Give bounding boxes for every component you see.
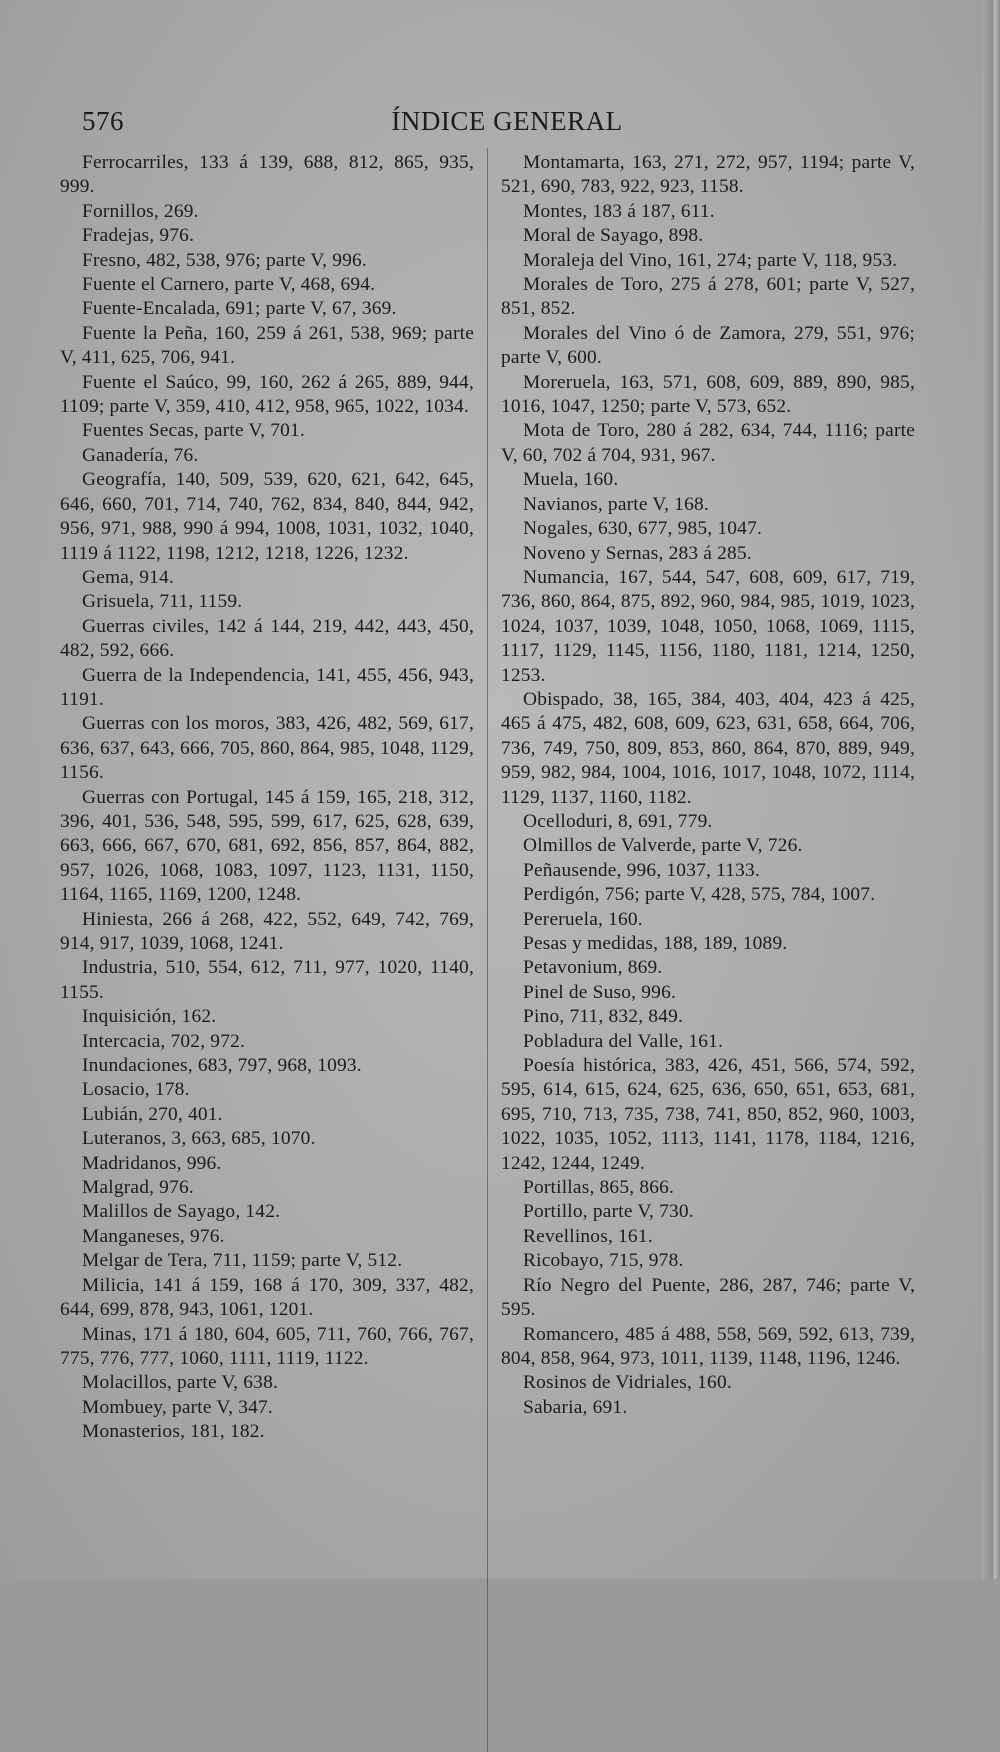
index-entry: Fuentes Secas, parte V, 701. [82,420,305,442]
index-entry: Fuente la Peña, 160, 259 á 261, 538, 969; parte V, 411, 625, 706, 941. [60,322,474,369]
index-entry: Ricobayo, 715, 978. [523,1250,684,1272]
index-entry: Peñausende, 996, 1037, 1133. [523,859,760,881]
index-entry: Luteranos, 3, 663, 685, 1070. [82,1128,316,1150]
index-entry: Minas, 171 á 180, 604, 605, 711, 760, 766, 767, 775, 776, 777, 1060, 1111, 1119, 1122. [60,1323,474,1369]
index-entry: Numancia, 167, 544, 547, 608, 609, 617, 719, 736, 860, 864, 875, 892, 960, 984, 985, 1019, 1023, 1024, 1037, 1039, 1048, 1050, 1068, 1069, 1115, 1117, 1129, 1145, 1156, 1180, 1181, 1214, 1250, 1253. [501,566,915,686]
index-entry: Fradejas, 976. [82,225,195,247]
index-entry: Ocelloduri, 8, 691, 779. [523,810,713,832]
index-entry: Sabaria, 691. [523,1396,628,1418]
index-entry: Gema, 914. [82,566,174,588]
index-entry: Pino, 711, 832, 849. [523,1006,684,1028]
index-entry: Grisuela, 711, 1159. [82,591,243,613]
index-entry: Malgrad, 976. [82,1177,194,1199]
index-column-right [501,151,915,1420]
index-entry: Ferrocarriles, 133 á 139, 688, 812, 865, 935, 999. [60,152,474,198]
index-column-left [60,151,474,1445]
index-entry: Manganeses, 976. [82,1225,225,1247]
index-entry: Fresno, 482, 538, 976; parte V, 996. [82,249,367,271]
index-entry: Inundaciones, 683, 797, 968, 1093. [82,1055,362,1077]
index-entry: Guerras civiles, 142 á 144, 219, 442, 443, 450, 482, 592, 666. [60,615,474,662]
index-entry: Moral de Sayago, 898. [523,225,704,247]
index-entry: Navianos, parte V, 168. [523,493,709,515]
index-entry: Obispado, 38, 165, 384, 403, 404, 423 á 425, 465 á 475, 482, 608, 609, 623, 631, 658, 664, 706, 736, 749, 750, 809, 853, 860, 864, 870, 889, 949, 959, 982, 984, 1004, 1016, 1017, 1048, 1072, 1114, 1129, 1137, 1160, 1182. [501,688,915,808]
index-entry: Madridanos, 996. [82,1152,222,1174]
index-entry: Malillos de Sayago, 142. [82,1201,281,1223]
index-entry: Revellinos, 161. [523,1225,653,1247]
index-entry: Pinel de Suso, 996. [523,981,677,1003]
index-entry: Petavonium, 869. [523,957,663,979]
index-entry: Fuente el Saúco, 99, 160, 262 á 265, 889, 944, 1109; parte V, 359, 410, 412, 958, 965, 1022, 1034. [60,371,474,418]
index-entry: Moreruela, 163, 571, 608, 609, 889, 890, 985, 1016, 1047, 1250; parte V, 573, 652. [501,371,915,418]
index-entry: Poesía histórica, 383, 426, 451, 566, 574, 592, 595, 614, 615, 624, 625, 636, 650, 651, 653, 681, 695, 710, 713, 735, 738, 741, 850, 852, 960, 1003, 1022, 1035, 1052, 1113, 1141, 1178, 1184, 1216, 1242, 1244, 1249. [501,1055,915,1174]
index-entry: Industria, 510, 554, 612, 711, 977, 1020, 1140, 1155. [60,957,474,1003]
index-entry: Geografía, 140, 509, 539, 620, 621, 642, 645, 646, 660, 701, 714, 740, 762, 834, 840, 844, 942, 956, 971, 988, 990 á 994, 1008, 1031, 1032, 1040, 1119 á 1122, 1198, 1212, 1218, 1226, 1232. [60,469,474,564]
index-entry: Guerras con Portugal, 145 á 159, 165, 218, 312, 396, 401, 536, 548, 595, 599, 617, 625, 628, 639, 663, 666, 667, 670, 681, 692, 856, 857, 864, 882, 957, 1026, 1068, 1083, 1097, 1123, 1131, 1150, 1164, 1165, 1169, 1200, 1248. [60,786,474,906]
index-entry: Olmillos de Valverde, parte V, 726. [523,835,803,857]
index-entry: Montamarta, 163, 271, 272, 957, 1194; parte V, 521, 690, 783, 922, 923, 1158. [501,152,915,198]
index-entry: Moraleja del Vino, 161, 274; parte V, 118, 953. [523,249,898,271]
index-entry: Molacillos, parte V, 638. [82,1372,279,1394]
index-entry: Melgar de Tera, 711, 1159; parte V, 512. [82,1250,403,1272]
index-entry: Intercacia, 702, 972. [82,1030,246,1052]
index-entry: Hiniesta, 266 á 268, 422, 552, 649, 742, 769, 914, 917, 1039, 1068, 1241. [60,908,474,954]
index-entry: Romancero, 485 á 488, 558, 569, 592, 613, 739, 804, 858, 964, 973, 1011, 1139, 1148, 1196, 1246. [501,1323,915,1369]
index-entry: Lubián, 270, 401. [82,1103,223,1125]
index-entry: Pereruela, 160. [523,908,643,930]
index-entry: Mota de Toro, 280 á 282, 634, 744, 1116; parte V, 60, 702 á 704, 931, 967. [501,420,915,466]
page-edge [982,0,1000,1579]
column-divider [487,148,488,1752]
index-entry: Inquisición, 162. [82,1006,217,1028]
index-entry: Portillas, 865, 866. [523,1177,675,1199]
index-entry: Losacio, 178. [82,1079,190,1101]
index-entry: Río Negro del Puente, 286, 287, 746; parte V, 595. [501,1274,915,1321]
index-entry: Muela, 160. [523,469,619,491]
index-entry: Guerras con los moros, 383, 426, 482, 569, 617, 636, 637, 643, 666, 705, 860, 864, 985, 1048, 1129, 1156. [60,713,474,784]
index-entry: Mombuey, parte V, 347. [82,1396,273,1418]
index-entry: Portillo, parte V, 730. [523,1201,694,1223]
index-entry: Milicia, 141 á 159, 168 á 170, 309, 337, 482, 644, 699, 878, 943, 1061, 1201. [60,1274,474,1321]
index-entry: Pesas y medidas, 188, 189, 1089. [523,933,788,954]
index-entry: Morales del Vino ó de Zamora, 279, 551, 976; parte V, 600. [501,322,915,369]
index-entry: Noveno y Sernas, 283 á 285. [523,542,752,564]
index-entry: Morales de Toro, 275 á 278, 601; parte V, 527, 851, 852. [501,274,915,320]
index-entry: Fornillos, 269. [82,200,199,222]
page-number: 576 [82,106,124,136]
index-entry: Pobladura del Valle, 161. [523,1030,724,1052]
index-entry: Fuente el Carnero, parte V, 468, 694. [82,274,376,296]
index-entry: Monasterios, 181, 182. [82,1421,265,1443]
index-entry: Guerra de la Independencia, 141, 455, 456, 943, 1191. [60,664,474,710]
index-entry: Perdigón, 756; parte V, 428, 575, 784, 1007. [523,884,876,906]
index-entry: Rosinos de Vidriales, 160. [523,1372,732,1394]
index-entry: Fuente-Encalada, 691; parte V, 67, 369. [82,298,397,320]
index-entry: Nogales, 630, 677, 985, 1047. [523,518,763,540]
index-entry: Montes, 183 á 187, 611. [523,200,715,222]
index-entry: Ganadería, 76. [82,444,199,466]
running-title: ÍNDICE GENERAL [391,106,623,136]
page-header [82,106,932,146]
